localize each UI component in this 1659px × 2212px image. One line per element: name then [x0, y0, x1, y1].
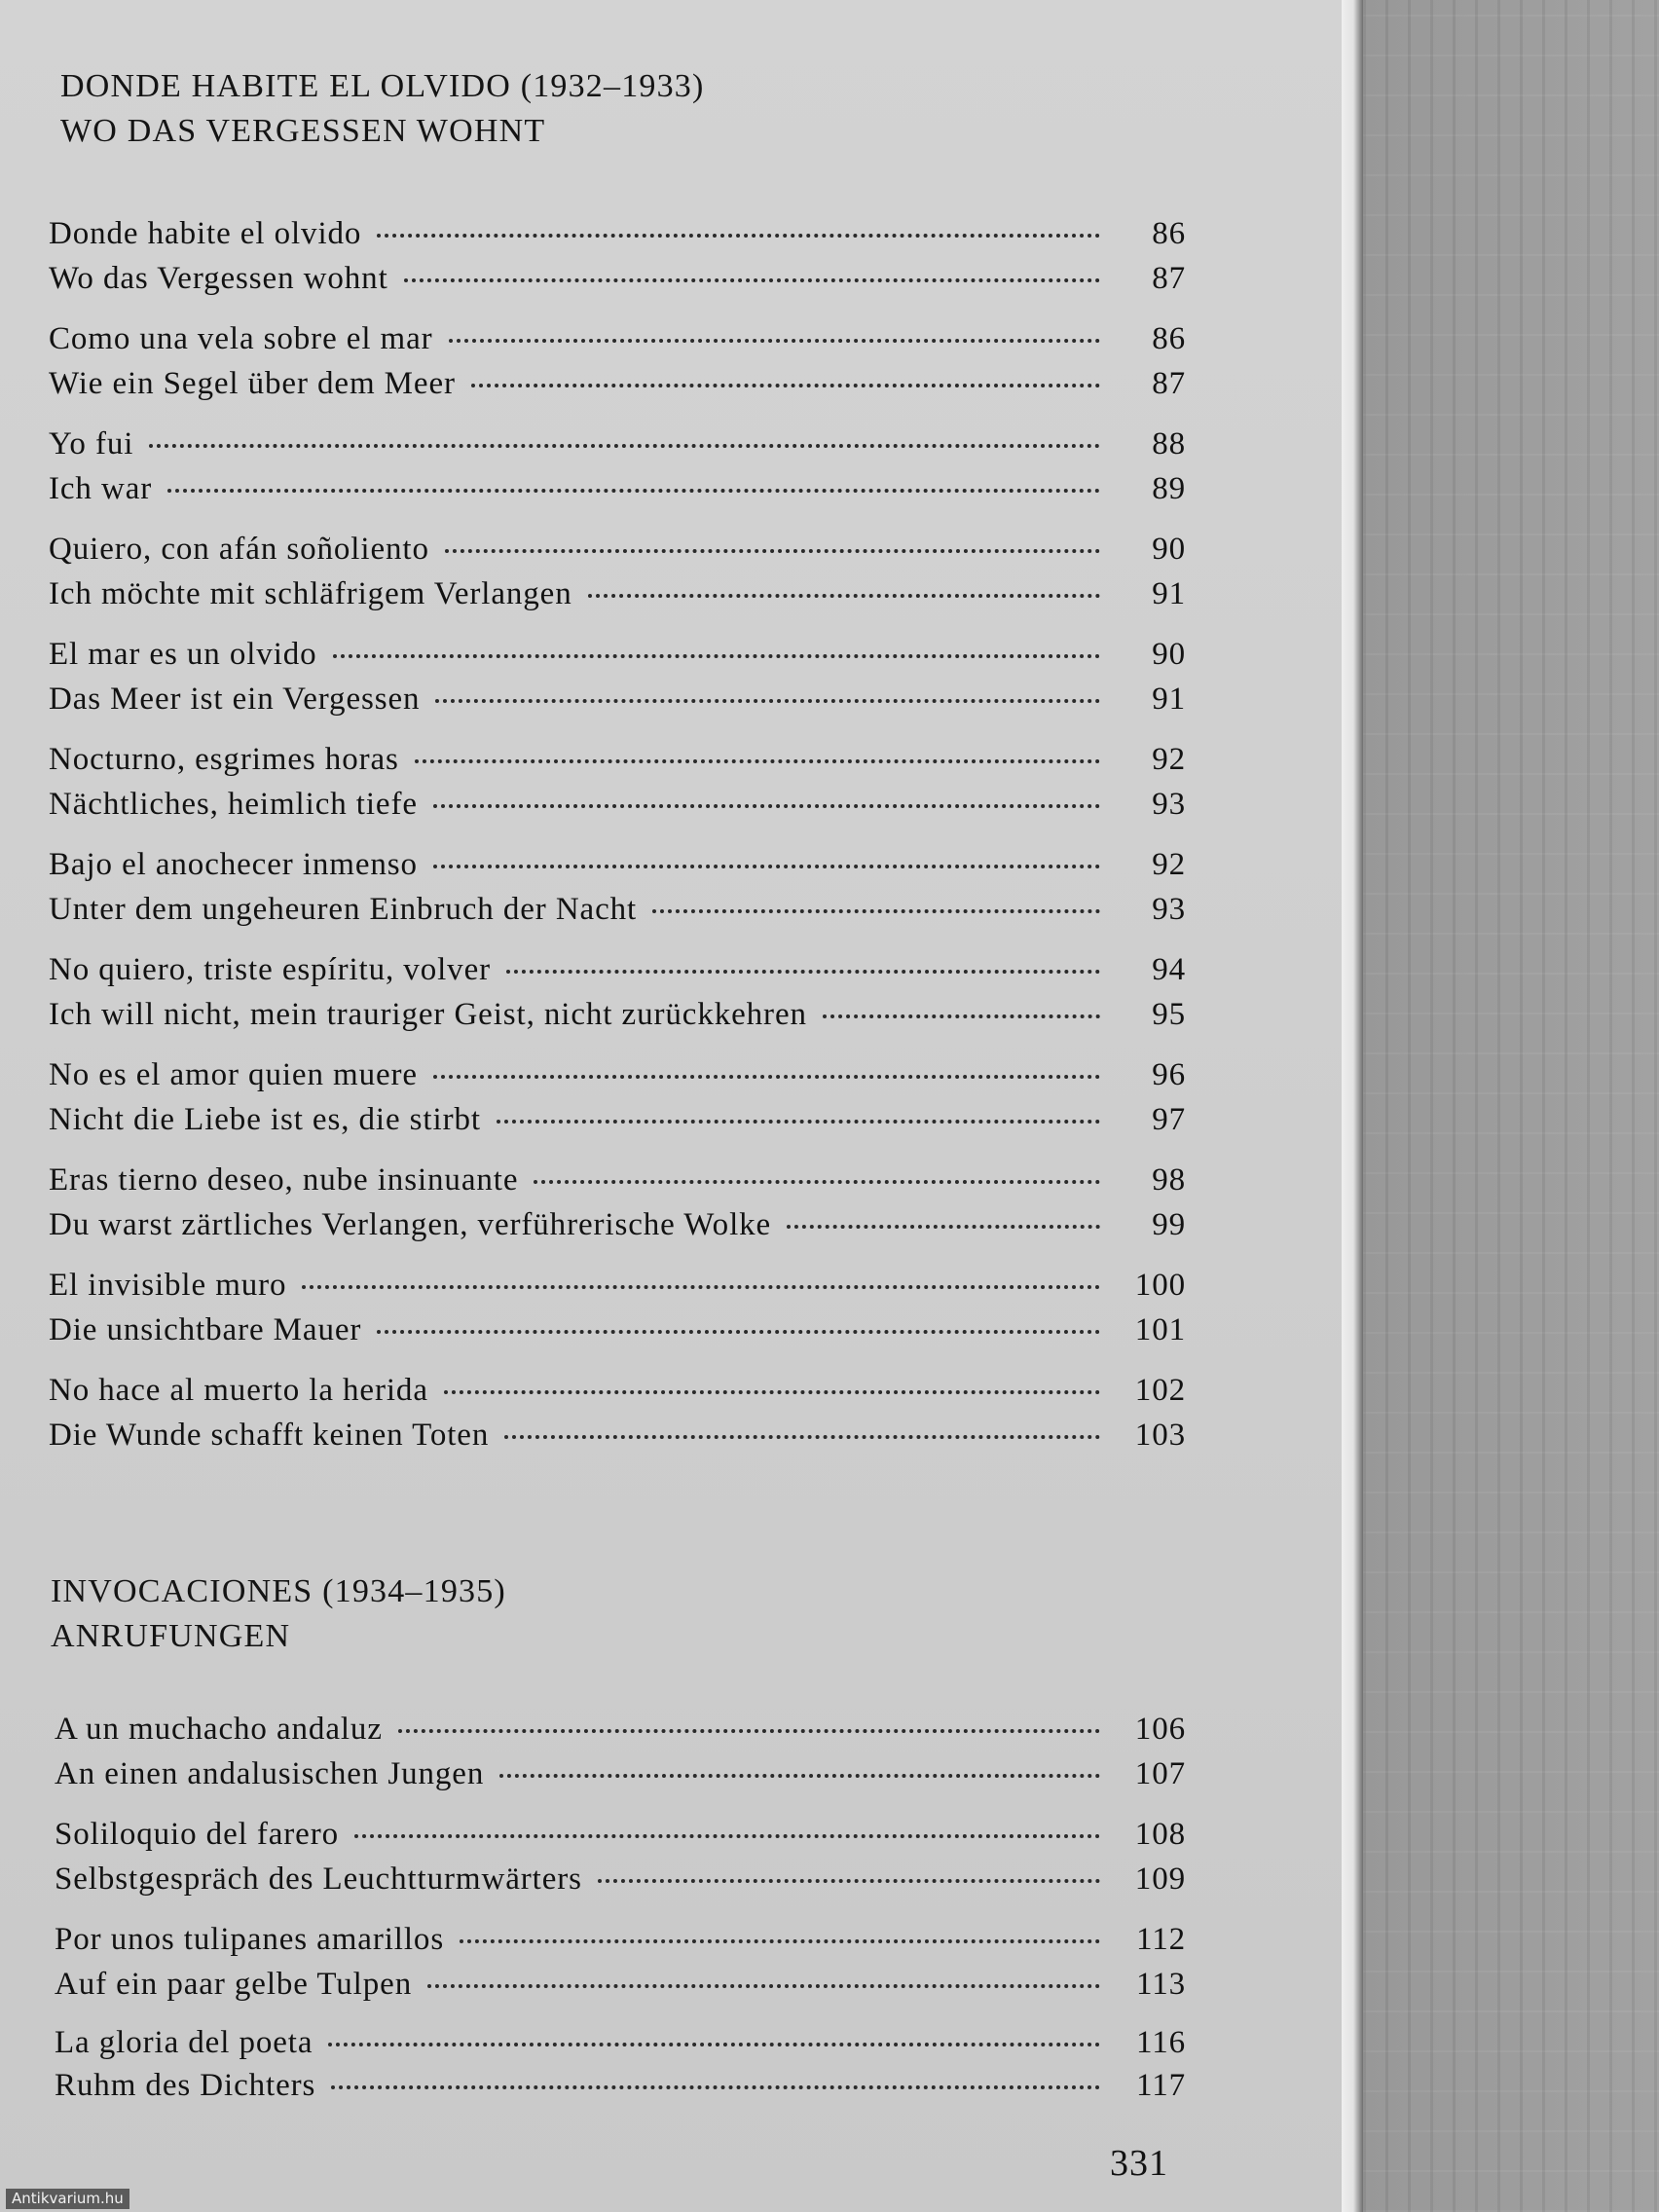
toc-entry-page: 98: [1152, 1162, 1186, 1198]
toc-entry-page: 107: [1134, 1756, 1186, 1791]
toc-entry-title: Bajo el anochecer inmenso: [49, 847, 418, 882]
dot-leader: [598, 1879, 1100, 1883]
toc-entry: [49, 1207, 1186, 1252]
section-heading-german: ANRUFUNGEN: [51, 1618, 291, 1654]
dot-leader: [460, 1939, 1100, 1943]
toc-entry-page: 91: [1152, 682, 1186, 717]
toc-entry-page: 112: [1136, 1922, 1186, 1957]
toc-entry: [49, 1268, 1186, 1312]
toc-entry-page: 102: [1134, 1373, 1186, 1408]
toc-entry-page: 109: [1134, 1862, 1186, 1897]
dot-leader: [328, 2043, 1100, 2046]
toc-entry-title: Ruhm des Dichters: [55, 2068, 316, 2103]
toc-entry-title: Wie ein Segel über dem Meer: [49, 366, 456, 401]
dot-leader: [787, 1225, 1100, 1229]
dot-leader: [435, 699, 1100, 703]
toc-entry: [55, 1967, 1186, 2011]
dot-leader: [433, 804, 1100, 808]
toc-entry: [49, 742, 1186, 787]
toc-entry-page: 93: [1152, 892, 1186, 927]
toc-entry-title: Ich will nicht, mein trauriger Geist, nicht zurückkehren: [49, 997, 807, 1032]
dot-leader: [333, 654, 1100, 658]
dot-leader: [471, 384, 1100, 387]
toc-entry: [55, 1862, 1186, 1906]
dot-leader: [377, 1330, 1100, 1334]
toc-entry-title: No es el amor quien muere: [49, 1057, 418, 1092]
dot-leader: [331, 2085, 1100, 2089]
toc-entry-page: 93: [1152, 787, 1186, 822]
toc-entry-title: Como una vela sobre el mar: [49, 321, 433, 356]
toc-entry-page: 113: [1136, 1967, 1186, 2002]
toc-entry-page: 90: [1152, 637, 1186, 672]
toc-entry: [55, 1712, 1186, 1756]
toc-entry: [49, 637, 1186, 682]
toc-entry-page: 116: [1136, 2025, 1186, 2060]
toc-entry-title: Quiero, con afán soñoliento: [49, 532, 429, 567]
toc-entry-page: 100: [1134, 1268, 1186, 1303]
toc-entry-page: 101: [1134, 1312, 1186, 1347]
toc-entry: [55, 1817, 1186, 1862]
background-surface: [1363, 0, 1659, 2212]
dot-leader: [444, 1390, 1100, 1394]
toc-entry-page: 108: [1134, 1817, 1186, 1852]
toc-entry-page: 92: [1152, 847, 1186, 882]
dot-leader: [167, 489, 1100, 493]
toc-entry-title: Das Meer ist ein Vergessen: [49, 682, 421, 717]
toc-entry-title: No quiero, triste espíritu, volver: [49, 952, 492, 987]
dot-leader: [433, 865, 1100, 868]
toc-entry-page: 92: [1152, 742, 1186, 777]
toc-entry-title: Ich möchte mit schläfrigem Verlangen: [49, 576, 572, 611]
toc-entry: [49, 892, 1186, 937]
toc-entry-page: 95: [1152, 997, 1186, 1032]
toc-entry: [49, 426, 1186, 471]
toc-entry-title: Yo fui: [49, 426, 134, 461]
toc-entry-title: Nächtliches, heimlich tiefe: [49, 787, 418, 822]
dot-leader: [404, 278, 1100, 282]
section-heading-german: WO DAS VERGESSEN WOHNT: [60, 113, 546, 149]
toc-entry-title: Por unos tulipanes amarillos: [55, 1922, 445, 1957]
toc-entry: [49, 1162, 1186, 1207]
toc-entry-title: Unter dem ungeheuren Einbruch der Nacht: [49, 892, 638, 927]
toc-entry: [49, 1102, 1186, 1147]
toc-entry-title: Donde habite el olvido: [49, 216, 362, 251]
toc-entry-page: 87: [1152, 261, 1186, 296]
toc-entry: [49, 1373, 1186, 1418]
toc-entry: [49, 1057, 1186, 1102]
dot-leader: [398, 1729, 1100, 1733]
toc-entry: [49, 576, 1186, 621]
toc-entry-page: 89: [1152, 471, 1186, 506]
toc-entry-title: Selbstgespräch des Leuchtturmwärters: [55, 1862, 582, 1897]
toc-entry-page: 91: [1152, 576, 1186, 611]
toc-entry-page: 106: [1134, 1712, 1186, 1747]
dot-leader: [302, 1285, 1100, 1289]
toc-entry-title: Ich war: [49, 471, 153, 506]
toc-entry-page: 90: [1152, 532, 1186, 567]
toc-entry-title: Die unsichtbare Mauer: [49, 1312, 362, 1347]
toc-entry-title: A un muchacho andaluz: [55, 1712, 383, 1747]
page-edge: [1342, 0, 1363, 2212]
toc-entry-title: Eras tierno deseo, nube insinuante: [49, 1162, 519, 1198]
toc-entry: [49, 952, 1186, 997]
toc-entry-title: An einen andalusischen Jungen: [55, 1756, 485, 1791]
toc-entry-title: La gloria del poeta: [55, 2025, 313, 2060]
toc-entry: [49, 997, 1186, 1042]
toc-entry: [49, 1418, 1186, 1462]
page-number: 331: [1110, 2143, 1168, 2184]
toc-entry: [49, 532, 1186, 576]
toc-entry-page: 96: [1152, 1057, 1186, 1092]
toc-entry-page: 86: [1152, 216, 1186, 251]
section-heading-spanish: DONDE HABITE EL OLVIDO (1932–1933): [60, 68, 705, 104]
toc-entry: [49, 787, 1186, 831]
toc-entry: [55, 1922, 1186, 1967]
toc-entry-page: 99: [1152, 1207, 1186, 1242]
dot-leader: [433, 1075, 1100, 1079]
toc-entry-page: 87: [1152, 366, 1186, 401]
dot-leader: [427, 1984, 1100, 1988]
toc-entry-page: 97: [1152, 1102, 1186, 1137]
toc-entry-page: 86: [1152, 321, 1186, 356]
toc-entry: [55, 2068, 1186, 2113]
toc-entry-page: 94: [1152, 952, 1186, 987]
toc-entry-page: 117: [1136, 2068, 1186, 2103]
toc-entry-page: 103: [1134, 1418, 1186, 1453]
dot-leader: [377, 234, 1100, 238]
toc-entry: [55, 1756, 1186, 1801]
toc-entry-page: 88: [1152, 426, 1186, 461]
toc-entry-title: El invisible muro: [49, 1268, 287, 1303]
dot-leader: [504, 1435, 1100, 1439]
toc-entry-title: Du warst zärtliches Verlangen, verführerische Wolke: [49, 1207, 772, 1242]
toc-entry: [49, 216, 1186, 261]
toc-entry: [49, 321, 1186, 366]
dot-leader: [499, 1774, 1100, 1778]
toc-entry: [49, 682, 1186, 726]
toc-entry-title: Nicht die Liebe ist es, die stirbt: [49, 1102, 481, 1137]
toc-entry: [49, 471, 1186, 516]
toc-entry: [49, 261, 1186, 306]
dot-leader: [823, 1014, 1100, 1018]
dot-leader: [354, 1834, 1100, 1838]
toc-entry: [49, 1312, 1186, 1357]
dot-leader: [506, 970, 1100, 974]
toc-entry-title: Wo das Vergessen wohnt: [49, 261, 388, 296]
dot-leader: [445, 549, 1100, 553]
section-heading-invocaciones: [51, 1569, 506, 1659]
dot-leader: [534, 1180, 1100, 1184]
section-heading-spanish: INVOCACIONES (1934–1935): [51, 1573, 506, 1609]
toc-entry-title: Nocturno, esgrimes horas: [49, 742, 399, 777]
dot-leader: [497, 1120, 1100, 1124]
dot-leader: [652, 909, 1100, 913]
toc-entry: [55, 2025, 1186, 2070]
watermark: Antikvarium.hu: [6, 2189, 129, 2209]
toc-entry-title: Die Wunde schafft keinen Toten: [49, 1418, 490, 1453]
dot-leader: [588, 594, 1100, 598]
toc-entry-title: Soliloquio del farero: [55, 1817, 340, 1852]
dot-leader: [149, 444, 1100, 448]
section-heading-donde-habite: [60, 64, 705, 154]
toc-entry: [49, 847, 1186, 892]
toc-entry-title: Auf ein paar gelbe Tulpen: [55, 1967, 413, 2002]
toc-entry-title: El mar es un olvido: [49, 637, 317, 672]
dot-leader: [449, 339, 1100, 343]
toc-entry-title: No hace al muerto la herida: [49, 1373, 428, 1408]
dot-leader: [415, 759, 1100, 763]
toc-entry: [49, 366, 1186, 411]
